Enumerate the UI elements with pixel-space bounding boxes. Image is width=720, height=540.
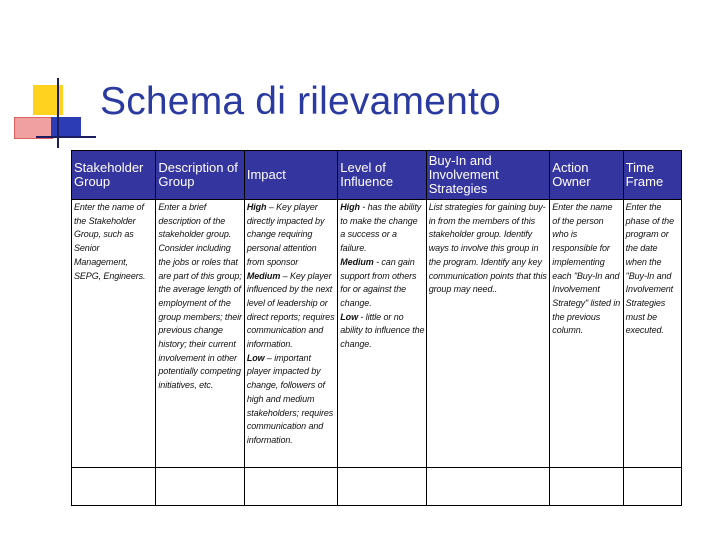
impact-low-text: – important player impacted by change, followers of high and medium stakeholders; requires communication and information. bbox=[246, 352, 334, 445]
empty-cell bbox=[156, 468, 244, 506]
impact-medium-label: Medium bbox=[246, 270, 281, 281]
header-level-of-influence: Level of Influence bbox=[338, 151, 426, 200]
influence-high-text: - has the ability to make the change a success or a failure. bbox=[340, 202, 422, 254]
empty-cell bbox=[426, 468, 550, 506]
header-stakeholder-group: Stakeholder Group bbox=[72, 151, 156, 200]
impact-low-label: Low bbox=[246, 352, 265, 363]
header-time-frame: Time Frame bbox=[623, 151, 681, 200]
influence-medium-text: - can gain support from others for or against the change. bbox=[340, 256, 417, 308]
cell-description: Enter a brief description of the stakeholder group. Consider including the jobs or roles that are part of this group; the average length of employment of the group members; their previous change history; their current involvement in other potentially competing initiatives, etc. bbox=[156, 200, 244, 468]
stakeholder-table bbox=[71, 150, 682, 506]
influence-low-label: Low bbox=[340, 311, 358, 322]
empty-cell bbox=[550, 468, 623, 506]
logo-square-blue bbox=[51, 117, 81, 137]
header-action-owner: Action Owner bbox=[550, 151, 623, 200]
cell-influence bbox=[338, 200, 426, 468]
impact-high-label: High bbox=[246, 202, 267, 212]
impact-high-text: – Key player directly impacted by change requiring personal attention from sponsor bbox=[246, 202, 325, 267]
header-impact: Impact bbox=[244, 151, 337, 200]
influence-high-label: High bbox=[340, 202, 360, 212]
influence-medium-label: Medium bbox=[340, 256, 374, 267]
empty-cell bbox=[244, 468, 337, 506]
empty-cell bbox=[623, 468, 681, 506]
header-description: Description of Group bbox=[156, 151, 244, 200]
page-title: Schema di rilevamento bbox=[100, 80, 501, 123]
cell-action-owner: Enter the name of the person who is responsible for implementing each "Buy-In and Involvement Strategy" listed in the previous column. bbox=[550, 200, 623, 468]
empty-cell bbox=[72, 468, 156, 506]
influence-low-text: - little or no ability to influence the change. bbox=[340, 311, 425, 350]
table-header-row bbox=[72, 151, 682, 200]
table-row bbox=[72, 200, 682, 468]
cell-stakeholder: Enter the name of the Stakeholder Group, such as Senior Management, SEPG, Engineers. bbox=[72, 200, 156, 468]
table-row-empty bbox=[72, 468, 682, 506]
header-strategies: Buy-In and Involvement Strategies bbox=[426, 151, 550, 200]
impact-medium-text: – Key player influenced by the next level of leadership or direct reports; requires communication and information. bbox=[246, 270, 335, 350]
cell-impact bbox=[244, 200, 337, 468]
cell-time-frame: Enter the phase of the program or the date when the "Buy-In and Involvement Strategies must be executed. bbox=[623, 200, 681, 468]
empty-cell bbox=[338, 468, 426, 506]
cell-strategies: List strategies for gaining buy-in from the members of this stakeholder group. Identify ways to involve this group in the program. Identify any key communication points that this group may need.. bbox=[426, 200, 550, 468]
logo-line-horizontal bbox=[36, 136, 96, 138]
